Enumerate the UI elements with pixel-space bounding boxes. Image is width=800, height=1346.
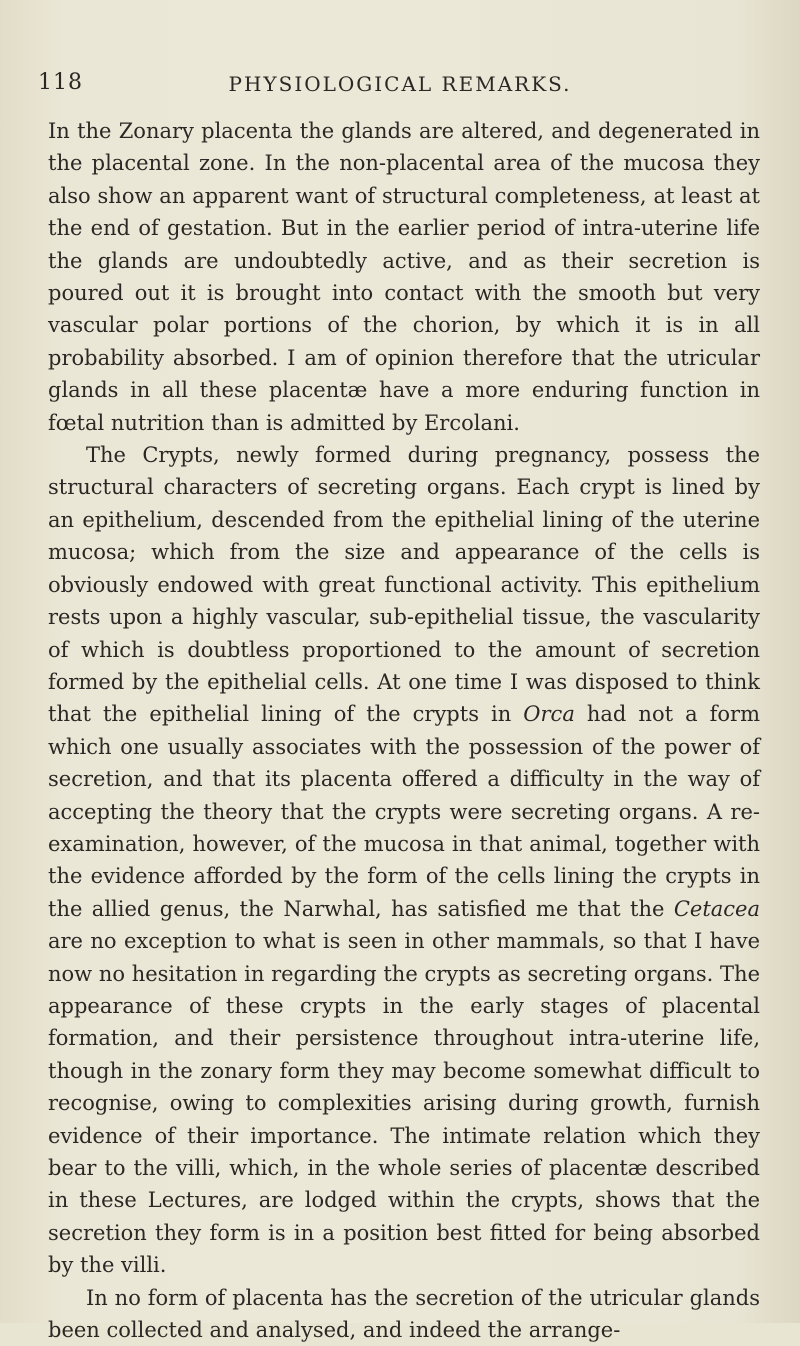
paragraph-zonary-placenta: In the Zonary placenta the glands are altered, and degenerated in the placental zone. In the non-placental area of the mucosa they also show an apparent want of structural completeness, at least at the end of gestation. But in the earlier period of intra-uterine life the glands are undoubtedly active, and as their secretion is poured out it is brought into contact with the smooth but very vascular polar portions of the chorion, by which it is in all probability absorbed. I am of opinion therefore that the utricular glands in all these placentæ have a more enduring function in fœtal nutrition than is admitted by Ercolani. <box>48 119 760 435</box>
running-title: PHYSIOLOGICAL REMARKS. <box>228 72 572 96</box>
crypts-text-part-3: are no exception to what is seen in other mammals, so that I have now no hesitation in regarding the crypts as secreting organs. The appearance of these crypts in the early stages of placental formation, and their persistence throughout intra-uterine life, though in the zonary form they may become somewhat difficult to recognise, owing to complexities arising during growth, furnish evidence of their importance. The intimate relation which they bear to the villi, which, in the whole series of placentæ described in these Lectures, are lodged within the crypts, shows that the secretion they form is in a position best fitted for being absorbed by the villi. <box>48 929 760 1278</box>
page-number: 118 <box>38 70 83 95</box>
italic-orca: Orca <box>523 702 575 727</box>
crypts-text-part-2: had not a form which one usually associates with the possession of the power of secretion, and that its placenta offered a difficulty in the way of accepting the theory that the crypts were secreting organs. A re-examination, however, of the mucosa in that animal, together with the evidence afforded by the form of the cells lining the crypts in the allied genus, the Narwhal, has satisfied me that the <box>48 702 760 921</box>
crypts-text-part-1: The Crypts, newly formed during pregnancy, possess the structural characters of secreting organs. Each crypt is lined by an epithelium, descended from the epithelial lining of the uterine mucosa; which from the size and appearance of the cells is obviously endowed with great functional activity. This epithelium rests upon a highly vascular, sub-epithelial tissue, the vascularity of which is doubtless proportioned to the amount of secretion formed by the epithelial cells. At one time I was disposed to think that the epithelial lining of the crypts in <box>48 443 760 727</box>
body-text <box>48 115 760 1346</box>
running-head <box>38 70 762 100</box>
paragraph-crypts <box>48 439 760 1282</box>
paragraph-utricular-glands: In no form of placenta has the secretion of the utricular glands been collected and analysed, and indeed the arrange- <box>48 1285 760 1343</box>
italic-cetacea: Cetacea <box>673 896 760 921</box>
